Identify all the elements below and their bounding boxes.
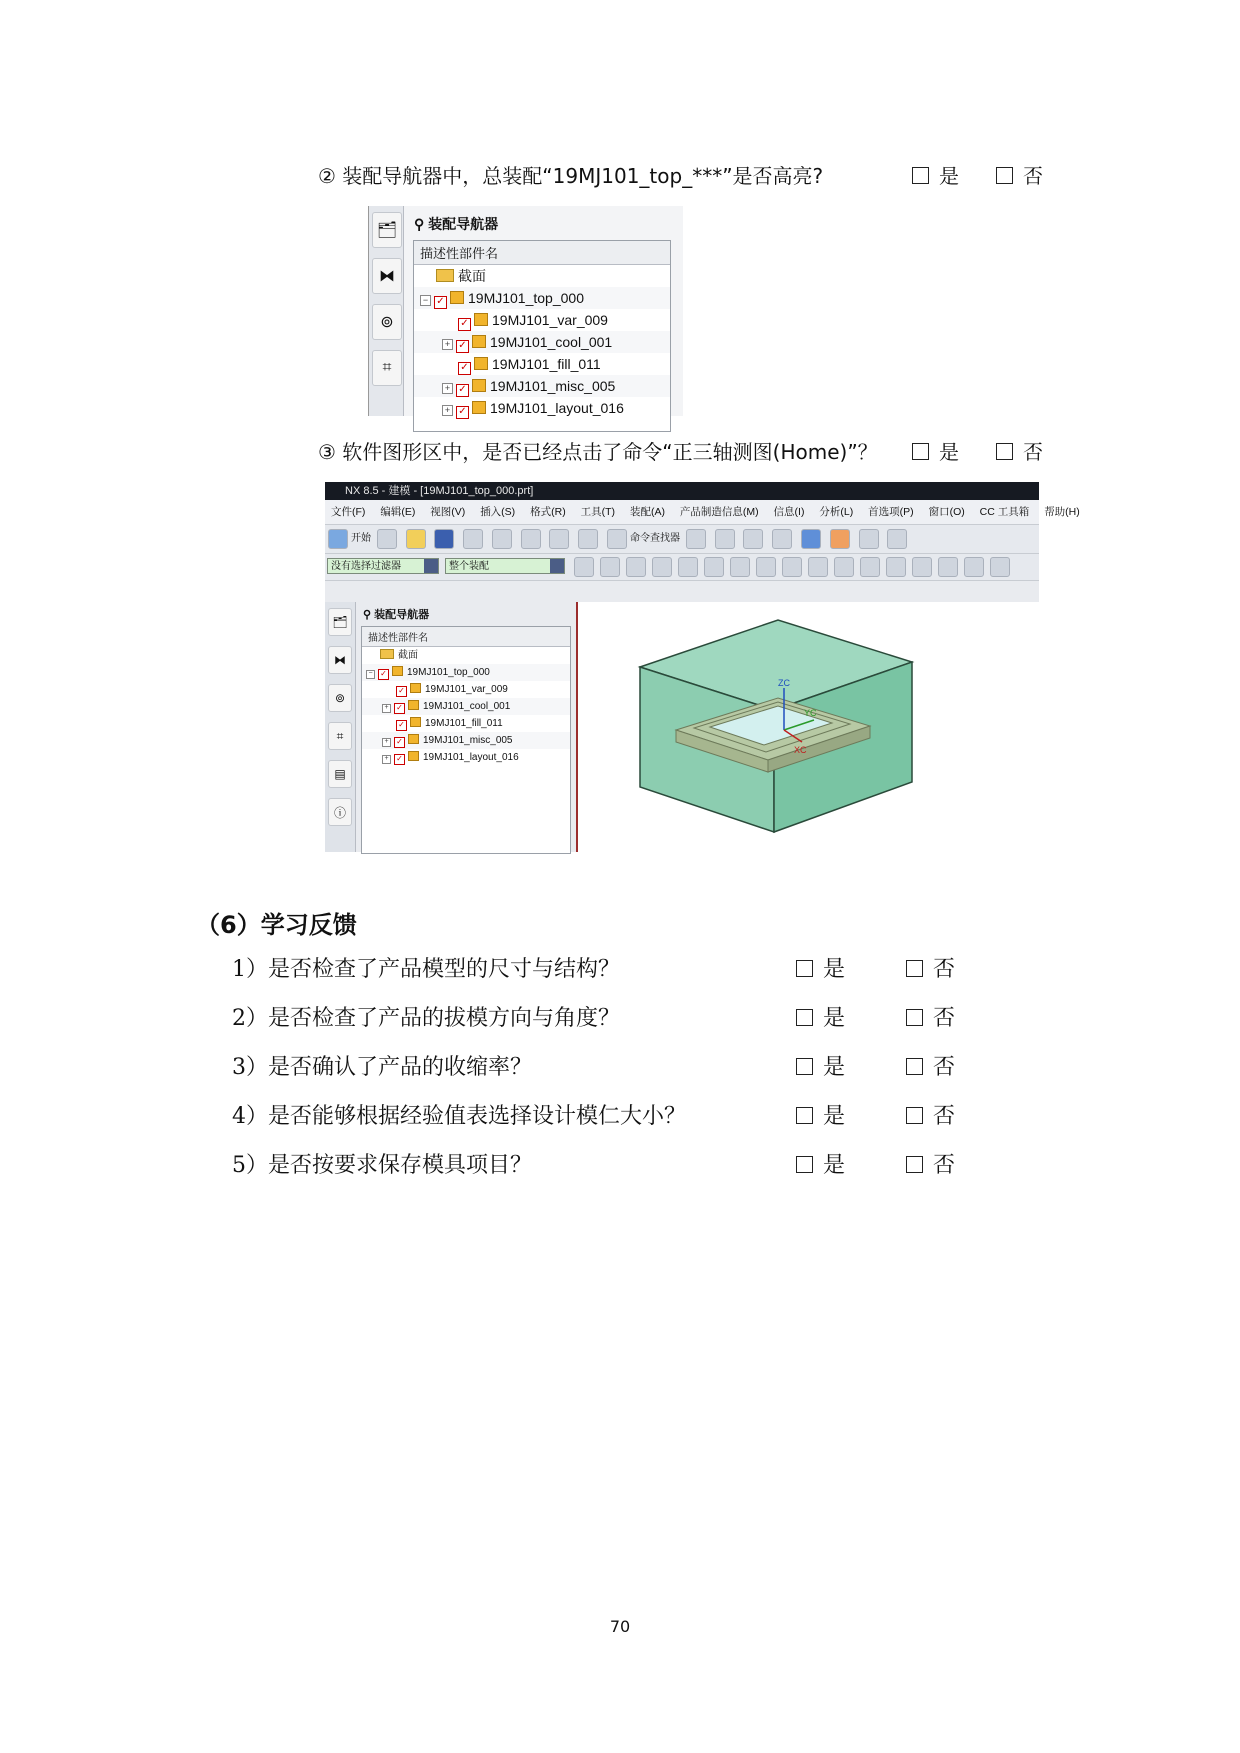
reuse-library-tab-icon[interactable]: ⌗ <box>328 722 352 750</box>
checkbox-icon[interactable] <box>906 1058 923 1075</box>
snap-icon[interactable] <box>730 557 750 577</box>
history-tab-icon[interactable]: ⓘ <box>328 798 352 826</box>
checkbox-icon[interactable] <box>796 1156 813 1173</box>
part-navigator-tab-icon[interactable]: ⊚ <box>372 304 402 340</box>
snap-icon[interactable] <box>860 557 880 577</box>
render-icon[interactable] <box>772 529 792 549</box>
part-icon <box>410 683 421 693</box>
tree-node[interactable]: ✓ 19MJ101_var_009 <box>414 309 670 331</box>
chevron-down-icon <box>550 559 564 573</box>
tree-node-top[interactable]: − ✓ 19MJ101_top_000 <box>414 287 670 309</box>
tree-node[interactable]: + ✓ 19MJ101_layout_016 <box>414 397 670 419</box>
checkbox-icon[interactable] <box>796 1107 813 1124</box>
feedback-4-no-option[interactable] <box>906 1099 955 1130</box>
assembly-navigator-screenshot <box>368 206 683 416</box>
yes-label: 是 <box>939 164 959 188</box>
roles-tab-icon[interactable]: ▤ <box>328 760 352 788</box>
menu-insert[interactable]: 插入(S) <box>480 506 516 518</box>
assembly-navigator-tab-icon[interactable]: 🗂 <box>372 212 402 248</box>
checkbox-icon[interactable] <box>912 443 929 460</box>
feedback-item: 2）是否检查了产品的拔模方向与角度？ <box>232 1006 620 1031</box>
feedback-2-no-option[interactable] <box>906 1001 955 1032</box>
feedback-item: 3）是否确认了产品的收缩率？ <box>232 1055 532 1080</box>
command-finder-button[interactable]: 命令查找器 <box>630 533 681 544</box>
feedback-5-yes-option[interactable] <box>796 1148 845 1179</box>
expand-icon[interactable]: + <box>382 704 391 713</box>
expand-icon[interactable]: + <box>442 383 453 394</box>
open-icon[interactable] <box>406 529 426 549</box>
part-tree <box>413 240 671 432</box>
q2-yes-option[interactable] <box>912 160 959 189</box>
tree-node[interactable]: ✓ 19MJ101_fill_011 <box>414 353 670 375</box>
checkbox-icon[interactable] <box>796 960 813 977</box>
xc-axis-label: XC <box>794 745 807 755</box>
checkbox-icon[interactable] <box>912 167 929 184</box>
chevron-down-icon <box>424 559 438 573</box>
part-tree <box>361 626 571 854</box>
checkbox-icon[interactable]: ✓ <box>396 686 407 697</box>
feedback-item: 1）是否检查了产品模型的尺寸与结构？ <box>232 957 620 982</box>
reuse-library-tab-icon[interactable]: ⌗ <box>372 350 402 386</box>
cut-icon[interactable] <box>463 529 483 549</box>
fit-icon[interactable] <box>743 529 763 549</box>
checkbox-icon[interactable] <box>996 167 1013 184</box>
window-title: NX 8.5 - 建模 - [19MJ101_top_000.prt] <box>325 482 1039 500</box>
tree-node[interactable]: ✓ 19MJ101_fill_011 <box>362 715 570 732</box>
scope-select[interactable]: 整个装配 <box>445 558 565 574</box>
checkbox-icon[interactable]: ✓ <box>456 406 469 419</box>
assembly-icon <box>472 335 486 348</box>
yes-label: 是 <box>823 957 846 982</box>
snap-icon[interactable] <box>704 557 724 577</box>
checkbox-icon[interactable]: ✓ <box>394 737 405 748</box>
question-2: ② 装配导航器中，总装配“19MJ101_top_***”是否高亮? <box>318 164 824 188</box>
menu-file[interactable]: 文件(F) <box>331 506 366 518</box>
column-header: 描述性部件名 <box>362 627 570 647</box>
checkbox-icon[interactable] <box>796 1058 813 1075</box>
q3-no-option[interactable] <box>996 436 1043 465</box>
snap-icon[interactable] <box>782 557 802 577</box>
menu-preferences[interactable]: 首选项(P) <box>868 506 914 518</box>
start-button[interactable]: 开始 <box>351 533 371 544</box>
q3-yes-option[interactable] <box>912 436 959 465</box>
checkbox-icon[interactable] <box>906 1156 923 1173</box>
menu-window[interactable]: 窗口(O) <box>928 506 965 518</box>
menu-tools[interactable]: 工具(T) <box>580 506 616 518</box>
collapse-icon[interactable]: − <box>420 295 431 306</box>
tree-node[interactable]: + ✓ 19MJ101_cool_001 <box>362 698 570 715</box>
assembly-icon <box>408 734 419 744</box>
menu-cc-toolbox[interactable]: CC 工具箱 <box>979 506 1030 518</box>
snap-icon[interactable] <box>912 557 932 577</box>
expand-icon[interactable]: + <box>382 738 391 747</box>
undo-icon[interactable] <box>549 529 569 549</box>
checkbox-icon[interactable]: ✓ <box>456 340 469 353</box>
type-filter-select[interactable]: 没有选择过滤器 <box>327 558 439 574</box>
snap-icon[interactable] <box>600 557 620 577</box>
part-navigator-tab-icon[interactable]: ⊚ <box>328 684 352 712</box>
checkbox-icon[interactable]: ✓ <box>458 318 471 331</box>
expand-icon[interactable]: + <box>442 405 453 416</box>
feedback-2-yes-option[interactable] <box>796 1001 845 1032</box>
yc-axis-label: YC <box>804 708 817 718</box>
collapse-icon[interactable]: − <box>366 670 375 679</box>
checkbox-icon[interactable]: ✓ <box>396 720 407 731</box>
tree-node-top[interactable]: − ✓ 19MJ101_top_000 <box>362 664 570 681</box>
checkbox-icon[interactable] <box>996 443 1013 460</box>
yes-label: 是 <box>939 440 959 464</box>
tree-node[interactable]: + ✓ 19MJ101_cool_001 <box>414 331 670 353</box>
show-hide-icon[interactable] <box>715 529 735 549</box>
assembly-navigator-tab-icon[interactable]: 🗂 <box>328 608 352 636</box>
snap-icon[interactable] <box>678 557 698 577</box>
assembly-icon <box>472 379 486 392</box>
tree-node[interactable]: ✓ 19MJ101_var_009 <box>362 681 570 698</box>
layer-icon[interactable] <box>830 529 850 549</box>
snap-icon[interactable] <box>938 557 958 577</box>
menu-info[interactable]: 信息(I) <box>773 506 805 518</box>
assembly-icon <box>472 401 486 414</box>
tree-node-section[interactable]: 截面 <box>414 265 670 287</box>
copy-icon[interactable] <box>492 529 512 549</box>
feedback-item: 4）是否能够根据经验值表选择设计模仁大小？ <box>232 1104 686 1129</box>
part-icon <box>474 357 488 370</box>
display-icon[interactable] <box>887 529 907 549</box>
page-number: 70 <box>609 1617 631 1636</box>
constraint-navigator-tab-icon[interactable]: ⧓ <box>328 646 352 674</box>
snap-icon[interactable] <box>990 557 1010 577</box>
assembly-icon <box>408 751 419 761</box>
question-3: ③ 软件图形区中，是否已经点击了命令“正三轴测图(Home)”？ <box>318 440 878 464</box>
no-label: 否 <box>933 957 956 982</box>
selection-bar <box>325 554 1039 581</box>
checkbox-icon[interactable]: ✓ <box>458 362 471 375</box>
snap-icon[interactable] <box>626 557 646 577</box>
feedback-item: 5）是否按要求保存模具项目？ <box>232 1153 532 1178</box>
save-dropdown-icon[interactable] <box>686 529 706 549</box>
nx-window-screenshot <box>325 482 1080 852</box>
q2-no-option[interactable] <box>996 160 1043 189</box>
standard-toolbar <box>325 525 1039 554</box>
wcs-icon[interactable] <box>859 529 879 549</box>
yes-label: 是 <box>823 1055 846 1080</box>
new-icon[interactable] <box>377 529 397 549</box>
feedback-3-no-option[interactable] <box>906 1050 955 1081</box>
folder-icon <box>436 269 454 282</box>
checkbox-icon[interactable]: ✓ <box>378 669 389 680</box>
tree-node[interactable]: + ✓ 19MJ101_layout_016 <box>362 749 570 766</box>
menu-analysis[interactable]: 分析(L) <box>819 506 854 518</box>
feedback-1-yes-option[interactable] <box>796 952 845 983</box>
yes-label: 是 <box>823 1006 846 1031</box>
menu-format[interactable]: 格式(R) <box>530 506 566 518</box>
yes-label: 是 <box>823 1104 846 1129</box>
assembly-icon <box>450 291 464 304</box>
no-label: 否 <box>933 1153 956 1178</box>
constraint-navigator-tab-icon[interactable]: ⧓ <box>372 258 402 294</box>
snap-icon[interactable] <box>574 557 594 577</box>
resource-bar <box>369 206 404 416</box>
graphics-window[interactable] <box>576 602 1041 852</box>
part-icon <box>410 717 421 727</box>
start-icon[interactable] <box>328 529 348 549</box>
menu-assembly[interactable]: 装配(A) <box>629 506 665 518</box>
checkbox-icon[interactable] <box>796 1009 813 1026</box>
feedback-5-no-option[interactable] <box>906 1148 955 1179</box>
save-icon[interactable] <box>434 529 454 549</box>
checkbox-icon[interactable] <box>906 1009 923 1026</box>
zc-axis-label: ZC <box>778 678 790 688</box>
redo-icon[interactable] <box>578 529 598 549</box>
assembly-icon <box>392 666 403 676</box>
tree-node[interactable]: + ✓ 19MJ101_misc_005 <box>414 375 670 397</box>
checkbox-icon[interactable] <box>906 1107 923 1124</box>
resource-bar <box>325 602 356 852</box>
checkbox-icon[interactable] <box>906 960 923 977</box>
paste-icon[interactable] <box>521 529 541 549</box>
snap-icon[interactable] <box>652 557 672 577</box>
tree-node[interactable]: + ✓ 19MJ101_misc_005 <box>362 732 570 749</box>
menu-help[interactable]: 帮助(H) <box>1044 506 1080 518</box>
checkbox-icon[interactable]: ✓ <box>394 754 405 765</box>
no-label: 否 <box>933 1055 956 1080</box>
checkbox-icon[interactable]: ✓ <box>434 296 447 309</box>
folder-icon <box>380 649 394 659</box>
menu-bar <box>325 500 1080 525</box>
menu-pmi[interactable]: 产品制造信息(M) <box>679 506 759 518</box>
view-orient-icon[interactable] <box>801 529 821 549</box>
mold-box-model <box>578 602 1041 852</box>
no-label: 否 <box>1023 440 1043 464</box>
tree-node-section[interactable]: 截面 <box>362 647 570 664</box>
section-title: （6）学习反馈 <box>196 911 357 939</box>
snap-icon[interactable] <box>964 557 984 577</box>
expand-icon[interactable]: + <box>382 755 391 764</box>
snap-icon[interactable] <box>756 557 776 577</box>
checkbox-icon[interactable]: ✓ <box>456 384 469 397</box>
snap-icon[interactable] <box>834 557 854 577</box>
checkbox-icon[interactable]: ✓ <box>394 703 405 714</box>
feedback-4-yes-option[interactable] <box>796 1099 845 1130</box>
feedback-1-no-option[interactable] <box>906 952 955 983</box>
menu-edit[interactable]: 编辑(E) <box>380 506 416 518</box>
command-finder-icon[interactable] <box>607 529 627 549</box>
no-label: 否 <box>933 1104 956 1129</box>
snap-icon[interactable] <box>808 557 828 577</box>
assembly-icon <box>408 700 419 710</box>
navigator-title: ⚲ 装配导航器 <box>414 216 499 232</box>
navigator-title: ⚲ 装配导航器 <box>363 609 430 621</box>
feedback-3-yes-option[interactable] <box>796 1050 845 1081</box>
no-label: 否 <box>933 1006 956 1031</box>
expand-icon[interactable]: + <box>442 339 453 350</box>
yes-label: 是 <box>823 1153 846 1178</box>
part-icon <box>474 313 488 326</box>
menu-view[interactable]: 视图(V) <box>430 506 466 518</box>
no-label: 否 <box>1023 164 1043 188</box>
snap-icon[interactable] <box>886 557 906 577</box>
column-header: 描述性部件名 <box>414 241 670 265</box>
